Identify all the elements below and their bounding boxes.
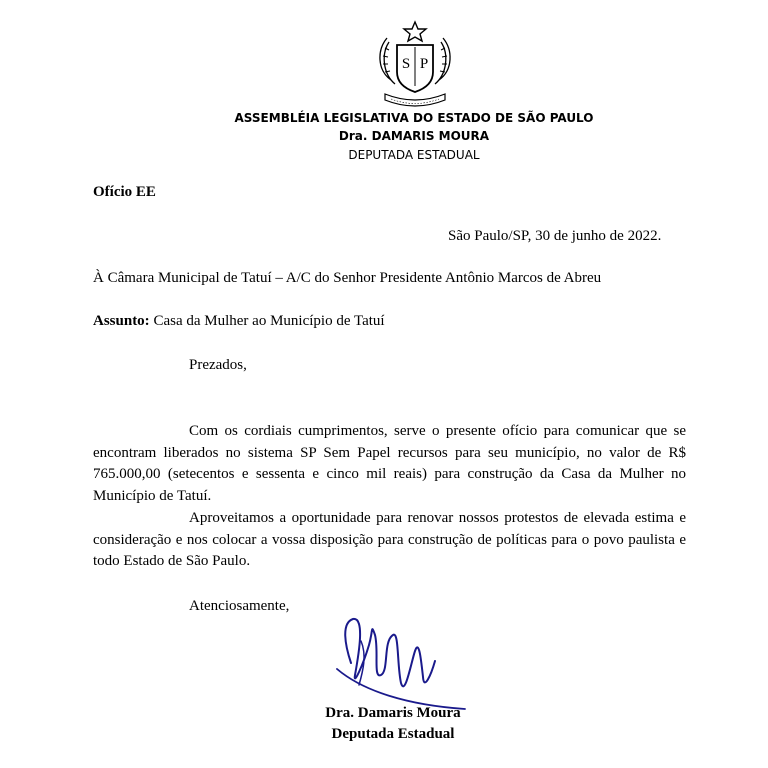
subject-line xyxy=(93,312,385,331)
deputy-role: DEPUTADA ESTADUAL xyxy=(348,148,480,162)
subject-text: Casa da Mulher ao Município de Tatuí xyxy=(153,313,385,329)
svg-text:P: P xyxy=(419,56,429,72)
deputy-name: Dra. DAMARIS MOURA xyxy=(338,129,490,143)
sao-paulo-coat-of-arms-icon xyxy=(375,20,455,108)
greeting: Prezados, xyxy=(189,357,247,373)
institution-name: ASSEMBLÉIA LEGISLATIVA DO ESTADO DE SÃO PAULO xyxy=(234,111,594,125)
closing: Atenciosamente, xyxy=(189,598,290,614)
signer-name: Dra. Damaris Moura xyxy=(325,705,461,721)
body-paragraph-2: Aproveitamos a oportunidade para renovar nossos protestos de elevada estima e consideração e nos colocar a vossa disposição para construção de políticas para o povo paulista e todo Estado de São Paulo. xyxy=(93,510,686,569)
signer-title: Deputada Estadual xyxy=(331,726,455,742)
addressee-line: À Câmara Municipal de Tatuí – A/C do Senhor Presidente Antônio Marcos de Abreu xyxy=(93,270,602,286)
subject-label: Assunto: xyxy=(93,313,150,329)
body-paragraph-1: Com os cordiais cumprimentos, serve o presente ofício para comunicar que se encontram liberados no sistema SP Sem Papel recursos para seu município, no valor de R$ 765.000,00 (setecentos e sessenta e cinco mil reais) para construção da Casa da Mulher no Município de Tatuí. xyxy=(93,423,686,504)
handwritten-signature xyxy=(323,605,468,713)
svg-text:S: S xyxy=(401,56,411,72)
date-line: São Paulo/SP, 30 de junho de 2022. xyxy=(448,228,662,244)
office-reference: Ofício EE xyxy=(93,184,156,200)
